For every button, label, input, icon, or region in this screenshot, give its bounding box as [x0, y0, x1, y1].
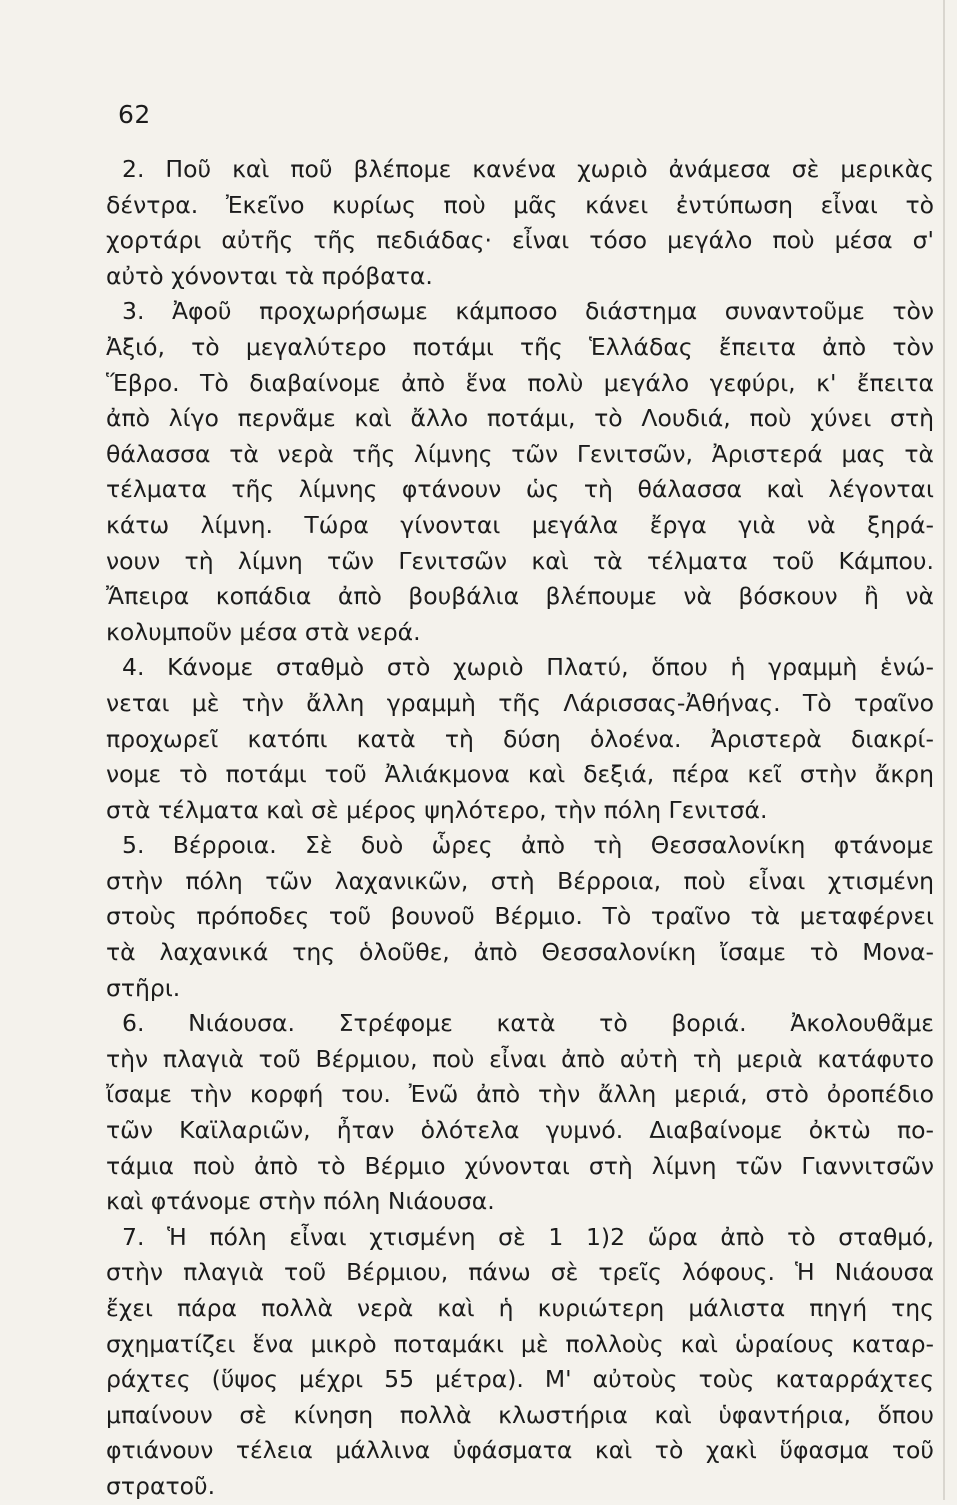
- text-line: στὰ τέλματα καὶ σὲ μέρος ψηλότερο, τὴν πόλη Γενιτσά.: [106, 795, 768, 824]
- text-line: θάλασσα τὰ νερὰ τῆς λίμνης τῶν Γενιτσῶν, Ἀριστερά μας τὰ: [106, 439, 934, 468]
- text-line: νομε τὸ ποτάμι τοῦ Ἀλιάκμονα καὶ δεξιά, πέρα κεῖ στὴν ἄκρη: [106, 760, 934, 789]
- body-text: [106, 152, 934, 1505]
- text-line: τὴν πλαγιὰ τοῦ Βέρμιου, ποὺ εἶναι ἀπὸ αὐτὴ τὴ μεριὰ κατάφυτο: [106, 1044, 934, 1073]
- text-line: στοὺς πρόποδες τοῦ βουνοῦ Βέρμιο. Τὸ τραῖνο τὰ μεταφέρνει: [106, 902, 934, 931]
- text-line: δέντρα. Ἐκεῖνο κυρίως ποὺ μᾶς κάνει ἐντύπωση εἶναι τὸ: [106, 190, 934, 219]
- text-line: νεται μὲ τὴν ἄλλη γραμμὴ τῆς Λάρισσας-Ἀθήνας. Τὸ τραῖνο: [106, 688, 934, 717]
- page-edge: [943, 0, 945, 1500]
- text-line: καὶ φτάνομε στὴν πόλη Νιάουσα.: [106, 1187, 495, 1216]
- text-line: χορτάρι αὐτῆς τῆς πεδιάδας· εἶναι τόσο μεγάλο ποὺ μέσα σ': [106, 226, 934, 255]
- text-line: 2. Ποῦ καὶ ποῦ βλέπομε κανένα χωριὸ ἀνάμεσα σὲ μερικὰς: [122, 155, 934, 183]
- text-line: τὰ λαχανικά της ὁλοῦθε, ἀπὸ Θεσσαλονίκη ἴσαμε τὸ Μονα-: [106, 938, 934, 967]
- text-line: ἀπὸ λίγο περνᾶμε καὶ ἄλλο ποτάμι, τὸ Λουδιά, ποὺ χύνει στὴ: [106, 404, 934, 433]
- text-line: ράχτες (ὕψος μέχρι 55 μέτρα). Μ' αὐτοὺς τοὺς καταρράχτες: [106, 1365, 934, 1394]
- text-line: νουν τὴ λίμνη τῶν Γενιτσῶν καὶ τὰ τέλματα τοῦ Κάμπου.: [106, 546, 934, 575]
- text-line: στὴν πλαγιὰ τοῦ Βέρμιου, πάνω σὲ τρεῖς λόφους. Ἡ Νιάουσα: [106, 1258, 934, 1287]
- text-line: στὴν πόλη τῶν λαχανικῶν, στὴ Βέρροια, ποὺ εἶναι χτισμένη: [106, 866, 934, 895]
- text-line: 7. Ἡ πόλη εἶναι χτισμένη σὲ 1 1)2 ὥρα ἀπὸ τὸ σταθμό,: [122, 1222, 934, 1251]
- text-line: 5. Βέρροια. Σὲ δυὸ ὧρες ἀπὸ τὴ Θεσσαλονίκη φτάνομε: [122, 831, 934, 860]
- text-line: ἴσαμε τὴν κορφή του. Ἐνῶ ἀπὸ τὴν ἄλλη μεριά, στὸ ὀροπέδιο: [106, 1080, 934, 1109]
- text-line: μπαίνουν σὲ κίνηση πολλὰ κλωστήρια καὶ ὑφαντήρια, ὅπου: [106, 1400, 934, 1429]
- text-line: τάμια ποὺ ἀπὸ τὸ Βέρμιο χύνονται στὴ λίμνη τῶν Γιαννιτσῶν: [106, 1151, 934, 1180]
- text-line: Ἀξιό, τὸ μεγαλύτερο ποτάμι τῆς Ἑλλάδας ἔπειτα ἀπὸ τὸν: [106, 332, 934, 361]
- text-line: προχωρεῖ κατόπι κατὰ τὴ δύση ὁλοένα. Ἀριστερὰ διακρί-: [106, 724, 934, 753]
- text-line: Ἕβρο. Τὸ διαβαίνομε ἀπὸ ἕνα πολὺ μεγάλο γεφύρι, κ' ἔπειτα: [106, 368, 934, 397]
- text-line: κάτω λίμνη. Τώρα γίνονται μεγάλα ἔργα γιὰ νὰ ξηρά-: [106, 510, 934, 539]
- text-line: ἔχει πάρα πολλὰ νερὰ καὶ ἡ κυριώτερη μάλιστα πηγή της: [106, 1294, 934, 1322]
- page-number: 62: [118, 100, 151, 129]
- text-line: 3. Ἀφοῦ προχωρήσωμε κάμποσο διάστημα συναντοῦμε τὸν: [122, 297, 934, 326]
- text-line: φτιάνουν τέλεια μάλλινα ὑφάσματα καὶ τὸ χακὶ ὕφασμα τοῦ: [106, 1436, 934, 1465]
- text-line: 4. Κάνομε σταθμὸ στὸ χωριὸ Πλατύ, ὅπου ἡ γραμμὴ ἑνώ-: [122, 653, 934, 682]
- text-line: 6. Νιάουσα. Στρέφομε κατὰ τὸ βοριά. Ἀκολουθᾶμε: [122, 1009, 934, 1038]
- text-line: αὐτὸ χόνονται τὰ πρόβατα.: [106, 261, 433, 290]
- text-line: στρατοῦ.: [106, 1471, 216, 1500]
- text-line: κολυμποῦν μέσα στὰ νερά.: [106, 617, 421, 646]
- text-line: στῆρι.: [106, 973, 181, 1002]
- text-line: τῶν Καϊλαριῶν, ἦταν ὁλότελα γυμνό. Διαβαίνομε ὀκτὼ πο-: [106, 1116, 934, 1145]
- text-line: σχηματίζει ἕνα μικρὸ ποταμάκι μὲ πολλοὺς καὶ ὡραίους καταρ-: [106, 1329, 934, 1358]
- text-line: τέλματα τῆς λίμνης φτάνουν ὡς τὴ θάλασσα καὶ λέγονται: [106, 475, 934, 504]
- text-line: Ἄπειρα κοπάδια ἀπὸ βουβάλια βλέπουμε νὰ βόσκουν ἢ νὰ: [106, 582, 934, 611]
